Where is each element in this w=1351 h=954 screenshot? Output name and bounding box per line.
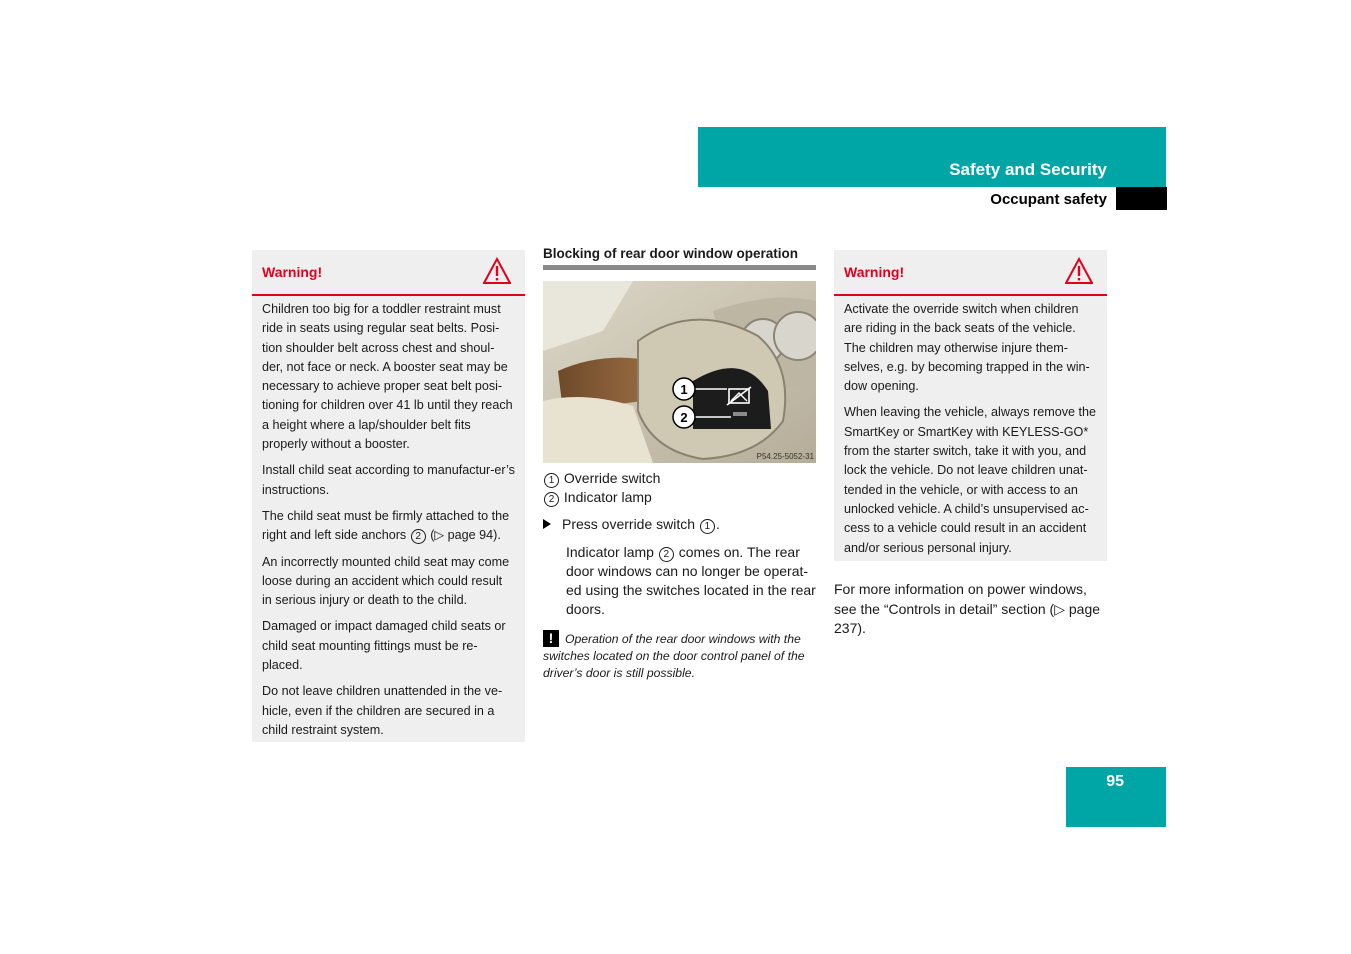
section-title: Safety and Security: [949, 160, 1107, 179]
warning-paragraph: When leaving the vehicle, always remove the SmartKey or SmartKey with KEYLESS-GO* from the starter switch, take it with you, and lock the vehicle. Do not leave children unat-tended in the vehicle, or with access to an unlocked vehicle. A child’s unsupervised ac-cess to a vehicle could result in an accident and/or serious personal injury.: [844, 405, 1097, 555]
instruction-step: Press override switch 1 .: [543, 515, 818, 534]
warning-header: [834, 250, 1107, 296]
child-seat-warning-box: [252, 250, 525, 742]
callout-number: 1: [544, 473, 559, 488]
note-text: Operation of the rear door windows with the switches located on the door control panel of the driver’s door is still possible.: [543, 632, 805, 680]
warning-paragraph: Damaged or impact damaged child seats or child seat mounting fittings must be re-placed.: [262, 619, 506, 673]
warning-triangle-icon: [483, 257, 511, 285]
warning-label: Warning!: [262, 264, 323, 280]
svg-text:1: 1: [680, 382, 688, 397]
callout-number: 1: [700, 519, 715, 534]
note: [543, 630, 818, 682]
heading-rule: [543, 265, 816, 270]
override-warning-box: [834, 250, 1107, 561]
warning-paragraph: An incorrectly mounted child seat may come loose during an accident which could result in serious injury or death to the child.: [262, 554, 510, 608]
bullet-arrow-icon: [543, 519, 551, 529]
callout-number: 2: [544, 492, 559, 507]
section-heading: Blocking of rear door window operation: [543, 246, 799, 261]
dashboard-illustration: [543, 281, 816, 463]
instruction-result: Indicator lamp 2 comes on. The rear door windows can no longer be operat-ed using the switches located in the rear doors.: [566, 544, 816, 617]
override-switch-photo: [543, 281, 816, 463]
legend-item: [543, 488, 818, 507]
warning-paragraph: Install child seat according to manufactur-er’s instructions.: [262, 463, 515, 497]
legend-label: Override switch: [563, 470, 661, 486]
legend-item: [543, 469, 818, 488]
warning-body: [834, 296, 1107, 564]
section-tab-marker: [1116, 187, 1167, 210]
page-number: 95: [1106, 773, 1124, 790]
svg-text:2: 2: [680, 410, 688, 425]
warning-triangle-icon: [1065, 257, 1093, 285]
warning-paragraph-anchors: The child seat must be firmly attached to the right and left side anchors 2 (▷ page 94).: [262, 508, 510, 543]
callout-number: 2: [411, 529, 426, 544]
more-info-text: For more information on power windows, see the “Controls in detail” section (▷ page 237).: [834, 581, 1101, 636]
warning-paragraph: Activate the override switch when children are riding in the back seats of the vehicle. The children may otherwise injure them-selves, e.g. by becoming trapped in the win-dow opening.: [844, 302, 1090, 394]
callout-number: 2: [659, 547, 674, 562]
subsection-title: Occupant safety: [990, 191, 1107, 208]
warning-header: [252, 250, 525, 296]
warning-paragraph: Children too big for a toddler restraint must ride in seats using regular seat belts. Posi-tion shoulder belt across chest and shoul-der, not face or neck. A booster seat may be necessary to achieve proper seat belt posi-tioning for children over 41 lb until they reach a height where a lap/shoulder belt fits properly without a booster.: [262, 302, 513, 452]
indicator-lamp: [733, 412, 747, 416]
warning-label: Warning!: [844, 264, 905, 280]
warning-body: [252, 296, 525, 746]
exclamation-note-icon: !: [543, 630, 559, 647]
warning-paragraph: Do not leave children unattended in the ve-hicle, even if the children are secured in a child restraint system.: [262, 684, 503, 737]
legend-label: Indicator lamp: [563, 489, 652, 505]
photo-code: P54.25-5052-31: [756, 452, 814, 461]
